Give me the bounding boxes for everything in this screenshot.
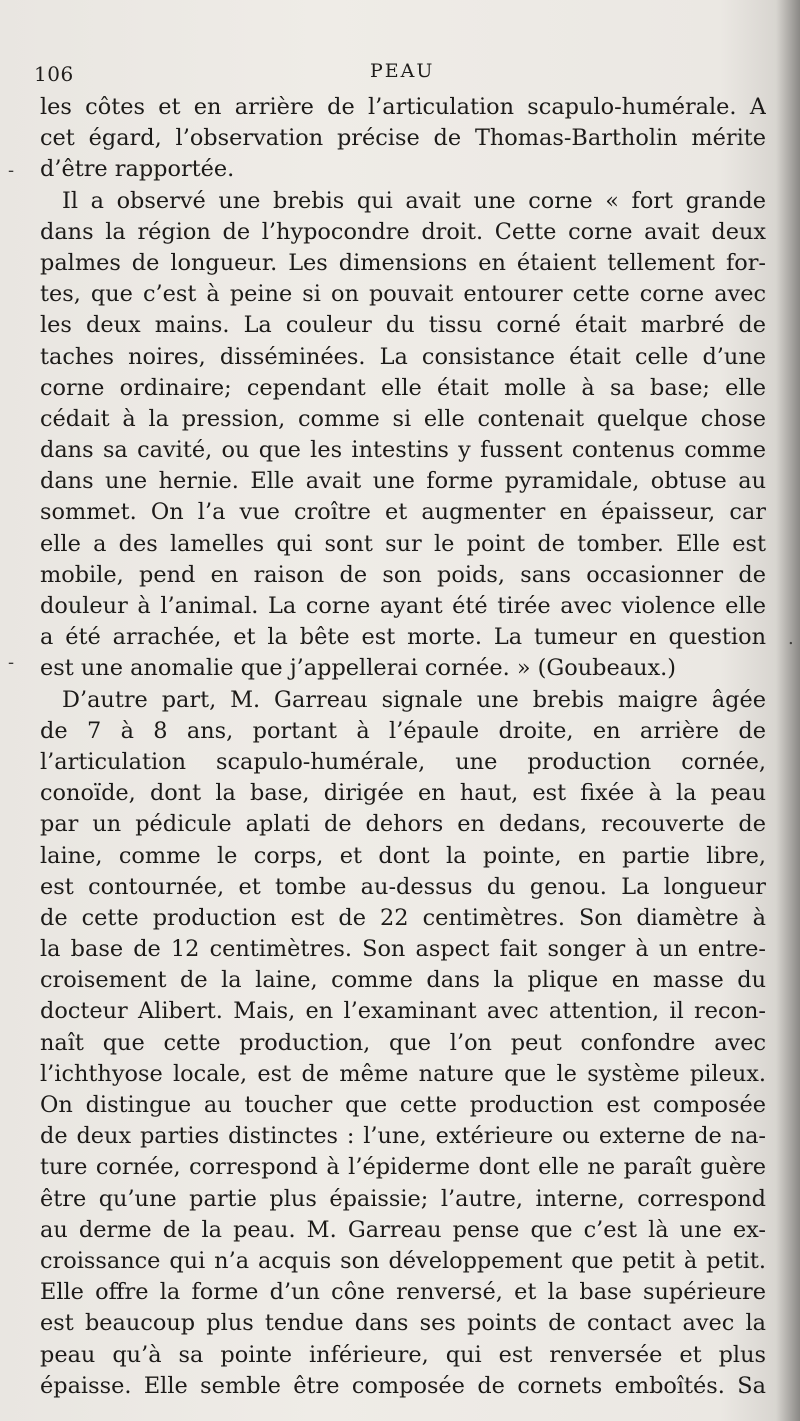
text-line: conoïde, dont la base, dirigée en haut, est fixée à la peau	[40, 780, 766, 807]
text-line: On distingue au toucher que cette production est composée	[40, 1092, 766, 1118]
paragraph-first-line: Il a observé une brebis qui avait une corne « fort grande	[62, 187, 766, 214]
text-line: docteur Alibert. Mais, en l’examinant avec attention, il recon-	[40, 998, 766, 1025]
text-line: dans une hernie. Elle avait une forme pyramidale, obtuse au	[40, 468, 766, 495]
text-line: cet égard, l’observation précise de Thomas-Bartholin mérite	[40, 125, 766, 152]
text-line: est une anomalie que j’appellerai cornée. » (Goubeaux.)	[40, 655, 676, 682]
text-line: être qu’une partie plus épaissie; l’autre, interne, correspond	[40, 1185, 766, 1212]
text-line: palmes de longueur. Les dimensions en étaient tellement for-	[40, 249, 766, 276]
text-line: corne ordinaire; cependant elle était molle à sa base; elle	[40, 374, 766, 401]
text-line: ture cornée, correspond à l’épiderme dont elle ne paraît guère	[40, 1154, 766, 1181]
text-line: de deux parties distinctes : l’une, extérieure ou externe de na-	[40, 1123, 766, 1150]
text-line: sommet. On l’a vue croître et augmenter en épaisseur, car	[40, 499, 766, 526]
text-line: douleur à l’animal. La corne ayant été tirée avec violence elle	[40, 593, 766, 619]
text-line: d’être rapportée.	[40, 156, 235, 183]
text-line: laine, comme le corps, et dont la pointe, en partie libre,	[40, 842, 766, 869]
text-line: cédait à la pression, comme si elle contenait quelque chose	[40, 405, 766, 432]
text-line: elle a des lamelles qui sont sur le point de tomber. Elle est	[40, 530, 766, 557]
text-line: par un pédicule aplati de dehors en dedans, recouverte de	[40, 811, 766, 838]
text-line: dans sa cavité, ou que les intestins y fussent contenus comme	[40, 437, 766, 464]
text-line: mobile, pend en raison de son poids, sans occasionner de	[40, 561, 766, 588]
running-title: PEAU	[370, 60, 435, 82]
paragraph-first-line: D’autre part, M. Garreau signale une brebis maigre âgée	[62, 686, 766, 713]
text-line: est contournée, et tombe au-dessus du genou. La longueur	[40, 873, 766, 900]
text-line: de cette production est de 22 centimètres. Son diamètre à	[40, 904, 766, 931]
margin-mark: .	[788, 628, 794, 649]
text-line: Elle offre la forme d’un cône renversé, et la base supérieure	[40, 1279, 766, 1306]
margin-mark: -	[8, 160, 15, 181]
text-line: est beaucoup plus tendue dans ses points de contact avec la	[40, 1310, 766, 1337]
text-line: taches noires, disséminées. La consistance était celle d’une	[40, 343, 766, 370]
text-line: les côtes et en arrière de l’articulation scapulo-humérale. A	[40, 94, 766, 120]
text-line: a été arrachée, et la bête est morte. La tumeur en question	[40, 624, 766, 651]
body-text	[40, 92, 766, 1402]
text-line: croissance qui n’a acquis son développement que petit à petit.	[40, 1247, 766, 1274]
margin-mark: -	[8, 652, 15, 673]
text-line: les deux mains. La couleur du tissu corné était marbré de	[40, 312, 766, 339]
text-line: au derme de la peau. M. Garreau pense que c’est là une ex-	[40, 1216, 766, 1243]
text-line: tes, que c’est à peine si on pouvait entourer cette corne avec	[40, 281, 766, 308]
text-line: peau qu’à sa pointe inférieure, qui est renversée et plus	[40, 1341, 766, 1368]
text-line: l’ichthyose locale, est de même nature que le système pileux.	[40, 1060, 766, 1087]
text-line: l’articulation scapulo-humérale, une production cornée,	[40, 748, 766, 775]
page-number: 106	[34, 62, 74, 86]
text-line: la base de 12 centimètres. Son aspect fait songer à un entre-	[40, 936, 766, 963]
page-header	[34, 58, 764, 88]
text-line: croisement de la laine, comme dans la plique en masse du	[40, 967, 766, 994]
text-line: dans la région de l’hypocondre droit. Cette corne avait deux	[40, 218, 766, 245]
text-line: de 7 à 8 ans, portant à l’épaule droite, en arrière de	[40, 717, 766, 744]
text-line: naît que cette production, que l’on peut confondre avec	[40, 1029, 766, 1056]
text-line: épaisse. Elle semble être composée de cornets emboîtés. Sa	[40, 1372, 766, 1399]
